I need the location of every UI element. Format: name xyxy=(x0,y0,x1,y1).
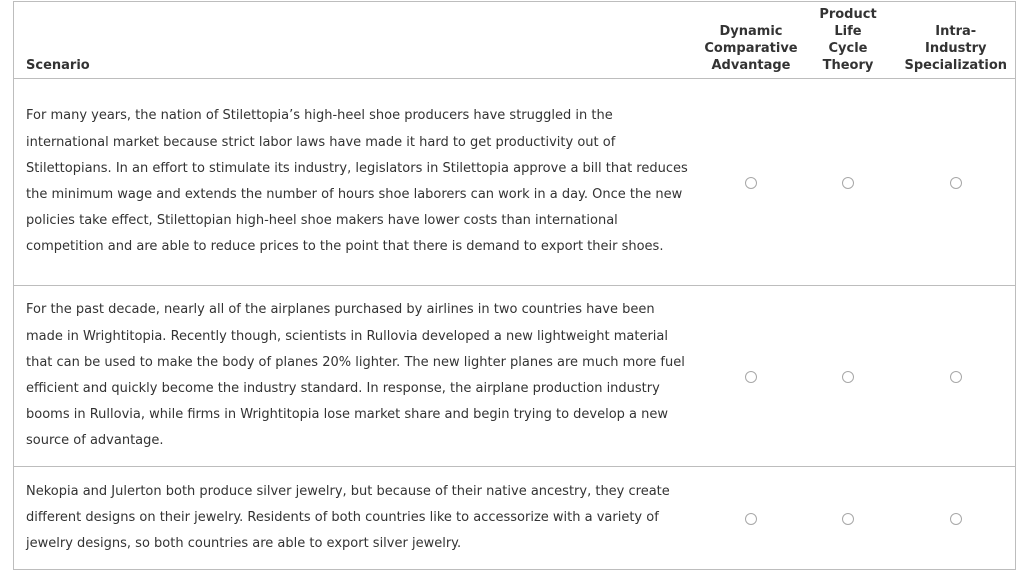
column-header-line: Comparative xyxy=(704,41,798,56)
radio-product-life-cycle-theory[interactable] xyxy=(842,177,854,189)
column-header-line: Theory xyxy=(822,58,874,73)
option-cell xyxy=(897,467,1016,570)
option-cell xyxy=(800,467,897,570)
scenario-text: For the past decade, nearly all of the airplanes purchased by airlines in two countries have been made in Wrightitopia. Recently though, scientists in Rullovia developed a new lightweight material that can be used to make the body of planes 20% lighter. The new lighter planes are much more fuel efficient and quickly become the industry standard. In response, the airplane production industry booms in Rullovia, while firms in Wrightitopia lose market share and begin trying to develop a new source of advantage. xyxy=(14,286,703,467)
column-header-product-life-cycle-theory xyxy=(800,2,897,79)
radio-intra-industry-specialization[interactable] xyxy=(950,371,962,383)
radio-dynamic-comparative-advantage[interactable] xyxy=(745,177,757,189)
option-cell xyxy=(897,286,1016,467)
option-cell xyxy=(703,286,800,467)
column-header-line: Advantage xyxy=(711,58,791,73)
column-header-line: Cycle xyxy=(828,41,868,56)
column-header-intra-industry-specialization xyxy=(897,2,1016,79)
matching-table xyxy=(13,1,1016,570)
option-cell xyxy=(800,79,897,286)
column-header-line: Intra- xyxy=(935,24,977,39)
column-header-line: Industry xyxy=(925,41,987,56)
scenario-text: Nekopia and Julerton both produce silver jewelry, but because of their native ancestry, they create different designs on their jewelry. Residents of both countries like to accessorize with a variety of jewelry designs, so both countries are able to export silver jewelry. xyxy=(26,483,670,552)
scenario-row-silver-jewelry xyxy=(14,467,1016,570)
scenario-text: For many years, the nation of Stilettopia’s high-heel shoe producers have struggled in the international market because strict labor laws have made it hard to get productivity out of Stilettopians. In an effort to stimulate its industry, legislators in Stilettopia approve a bill that reduces the minimum wage and extends the number of hours shoe laborers can work in a day. Once the new policies take effect, Stilettopian high-heel shoe makers have lower costs than international competition and are able to reduce prices to the point that there is demand to export their shoes. xyxy=(14,79,703,286)
header-row xyxy=(14,2,1016,79)
radio-intra-industry-specialization[interactable] xyxy=(950,513,962,525)
radio-intra-industry-specialization[interactable] xyxy=(950,177,962,189)
scenario-row-stilettopia xyxy=(14,79,1016,286)
scenario-matching-grid xyxy=(13,1,1015,570)
option-cell xyxy=(703,467,800,570)
column-header-line: Product xyxy=(819,7,877,22)
option-cell xyxy=(703,79,800,286)
radio-product-life-cycle-theory[interactable] xyxy=(842,371,854,383)
radio-dynamic-comparative-advantage[interactable] xyxy=(745,513,757,525)
scenario-column-header: Scenario xyxy=(14,2,703,79)
column-header-line: Dynamic xyxy=(719,24,783,39)
column-header-line: Life xyxy=(834,24,862,39)
scenario-row-airplanes xyxy=(14,286,1016,467)
column-header-line: Specialization xyxy=(904,58,1008,73)
radio-dynamic-comparative-advantage[interactable] xyxy=(745,371,757,383)
column-header-dynamic-comparative-advantage xyxy=(703,2,800,79)
option-cell xyxy=(800,286,897,467)
radio-product-life-cycle-theory[interactable] xyxy=(842,513,854,525)
option-cell xyxy=(897,79,1016,286)
